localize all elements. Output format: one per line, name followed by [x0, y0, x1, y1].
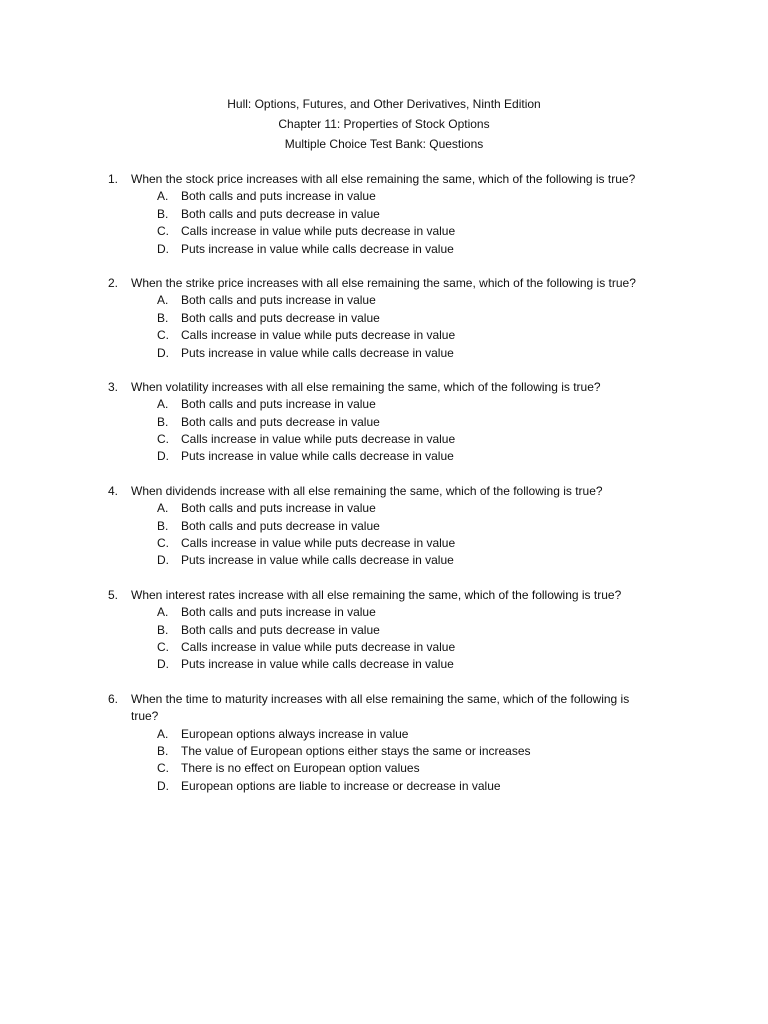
option-letter: A.	[157, 397, 169, 412]
option-letter: D.	[157, 657, 169, 672]
option-text: Both calls and puts decrease in value	[181, 622, 380, 637]
answer-option	[0, 639, 768, 656]
option-text: The value of European options either stays the same or increases	[181, 743, 531, 758]
question-text: true?	[131, 709, 159, 724]
answer-option	[0, 448, 768, 465]
question-text-line	[0, 275, 768, 292]
option-letter: D.	[157, 241, 169, 256]
option-letter: D.	[157, 778, 169, 793]
option-letter: C.	[157, 536, 169, 551]
option-letter: B.	[157, 414, 169, 429]
option-text: Calls increase in value while puts decrease in value	[181, 536, 456, 551]
option-text: Both calls and puts increase in value	[181, 501, 376, 516]
answer-option	[0, 414, 768, 431]
answer-option	[0, 518, 768, 535]
answer-option	[0, 778, 768, 795]
option-text: Puts increase in value while calls decrease in value	[181, 657, 454, 672]
chapter-title: Chapter 11: Properties of Stock Options	[278, 117, 490, 131]
option-letter: B.	[157, 310, 169, 325]
answer-option	[0, 396, 768, 413]
option-text: Both calls and puts increase in value	[181, 293, 376, 308]
answer-option	[0, 241, 768, 258]
question-number: 1.	[108, 172, 119, 186]
option-text: Calls increase in value while puts decrease in value	[181, 328, 456, 343]
answer-option	[0, 726, 768, 743]
option-letter: A.	[157, 605, 169, 620]
option-text: Both calls and puts increase in value	[181, 605, 376, 620]
question-text: When the stock price increases with all else remaining the same, which of the following is true?	[131, 172, 636, 186]
question-text-line	[0, 379, 768, 396]
question-item	[0, 483, 768, 570]
option-text: European options always increase in value	[181, 726, 409, 741]
answer-option	[0, 327, 768, 344]
option-text: Calls increase in value while puts decrease in value	[181, 224, 456, 239]
option-text: Both calls and puts decrease in value	[181, 518, 380, 533]
answer-option	[0, 760, 768, 777]
answer-option	[0, 310, 768, 327]
question-text-line	[0, 171, 768, 188]
question-number: 4.	[108, 483, 119, 498]
answer-option	[0, 500, 768, 517]
option-letter: B.	[157, 743, 169, 758]
option-text: Puts increase in value while calls decrease in value	[181, 241, 454, 256]
answer-option	[0, 604, 768, 621]
question-text: When interest rates increase with all else remaining the same, which of the following is true?	[131, 587, 622, 602]
document-header	[0, 94, 768, 154]
option-letter: B.	[157, 518, 169, 533]
option-text: Calls increase in value while puts decrease in value	[181, 432, 456, 447]
option-letter: D.	[157, 449, 169, 464]
question-text-line	[0, 483, 768, 500]
question-text: When dividends increase with all else remaining the same, which of the following is true?	[131, 483, 603, 498]
question-list	[0, 171, 768, 812]
question-number: 6.	[108, 691, 119, 706]
option-letter: A.	[157, 293, 169, 308]
option-letter: C.	[157, 761, 169, 776]
option-text: Puts increase in value while calls decrease in value	[181, 449, 454, 464]
answer-option	[0, 292, 768, 309]
option-text: Both calls and puts decrease in value	[181, 414, 380, 429]
test-bank-title: Multiple Choice Test Bank: Questions	[284, 137, 484, 151]
question-number: 3.	[108, 379, 119, 394]
option-text: European options are liable to increase or decrease in value	[181, 778, 501, 793]
option-text: Both calls and puts increase in value	[181, 189, 376, 204]
question-item	[0, 587, 768, 674]
option-text: Both calls and puts increase in value	[181, 397, 376, 412]
option-letter: D.	[157, 553, 169, 568]
answer-option	[0, 188, 768, 205]
question-item	[0, 171, 768, 258]
option-text: Both calls and puts decrease in value	[181, 310, 380, 325]
question-text-line	[0, 708, 768, 725]
option-letter: A.	[157, 726, 169, 741]
question-number: 5.	[108, 587, 119, 602]
answer-option	[0, 345, 768, 362]
answer-option	[0, 552, 768, 569]
question-text: When the strike price increases with all else remaining the same, which of the following is true?	[131, 275, 636, 290]
answer-option	[0, 535, 768, 552]
option-letter: C.	[157, 224, 169, 239]
option-letter: C.	[157, 432, 169, 447]
option-text: There is no effect on European option values	[181, 761, 420, 776]
question-text-line	[0, 691, 768, 708]
question-item	[0, 691, 768, 795]
option-letter: C.	[157, 639, 169, 654]
option-text: Both calls and puts decrease in value	[181, 206, 380, 221]
option-letter: A.	[157, 189, 169, 204]
question-number: 2.	[108, 275, 119, 290]
option-text: Puts increase in value while calls decrease in value	[181, 553, 454, 568]
book-title: Hull: Options, Futures, and Other Derivatives, Ninth Edition	[227, 97, 541, 111]
option-letter: A.	[157, 501, 169, 516]
question-text: When the time to maturity increases with all else remaining the same, which of the following is	[131, 691, 630, 706]
question-item	[0, 379, 768, 466]
answer-option	[0, 743, 768, 760]
option-text: Calls increase in value while puts decrease in value	[181, 639, 456, 654]
question-text: When volatility increases with all else remaining the same, which of the following is true?	[131, 379, 601, 394]
answer-option	[0, 431, 768, 448]
answer-option	[0, 656, 768, 673]
question-text-line	[0, 587, 768, 604]
answer-option	[0, 206, 768, 223]
option-text: Puts increase in value while calls decrease in value	[181, 345, 454, 360]
answer-option	[0, 622, 768, 639]
option-letter: B.	[157, 622, 169, 637]
option-letter: C.	[157, 328, 169, 343]
question-item	[0, 275, 768, 362]
option-letter: D.	[157, 345, 169, 360]
option-letter: B.	[157, 206, 169, 221]
answer-option	[0, 223, 768, 240]
